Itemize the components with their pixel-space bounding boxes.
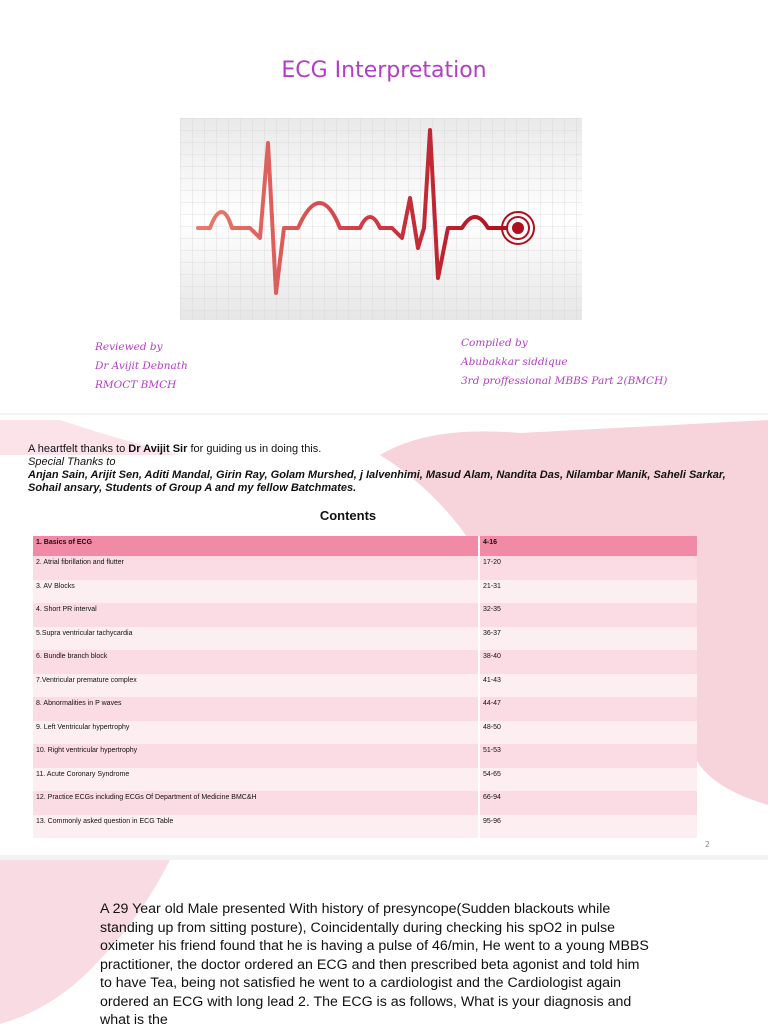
- toc-topic: 5.Supra ventricular tachycardia: [33, 627, 479, 651]
- toc-pages: 4-16: [479, 536, 697, 556]
- thanks-names: Anjan Sain, Arijit Sen, Aditi Mandal, Girin Ray, Golam Murshed, j Ialvenhimi, Masud Alam, Nandita Das, Nilambar Manik, Saheli Sarkar, Sohail ansary, Students of Group A and my fellow Batchmates.: [28, 469, 726, 494]
- toc-pages: 17-20: [479, 556, 697, 580]
- special-thanks-label: Special Thanks to: [28, 456, 116, 468]
- compiled-label: Compiled by: [461, 337, 528, 349]
- toc-pages: 95-96: [479, 815, 697, 839]
- table-row: [33, 650, 697, 674]
- document-title: ECG Interpretation: [281, 58, 487, 83]
- toc-topic: 2. Atrial fibrillation and flutter: [33, 556, 479, 580]
- toc-pages: 32-35: [479, 603, 697, 627]
- table-row: [33, 674, 697, 698]
- page-number: 2: [704, 840, 710, 849]
- ecg-illustration: [180, 118, 582, 320]
- toc-topic: 12. Practice ECGs including ECGs Of Department of Medicine BMC&H: [33, 791, 479, 815]
- table-row: [33, 556, 697, 580]
- toc-topic: 6. Bundle branch block: [33, 650, 479, 674]
- toc-pages: 41-43: [479, 674, 697, 698]
- case-description: A 29 Year old Male presented With history of presyncope(Sudden blackouts while standing up from sitting posture), Coincidentally during checking his spO2 in pulse oximeter his friend found that he is having a pulse of 46/min, He went to a young MBBS practitioner, the doctor ordered an ECG and then prescribed beta agonist and told him to have Tea, being not satisfied he went to a cardiologist and the Cardiologist again ordered an ECG with long lead 2. The ECG is as follows, What is your diagnosis and what is the: [100, 901, 649, 1028]
- reviewed-by-block: [95, 338, 188, 395]
- toc-topic: 4. Short PR interval: [33, 603, 479, 627]
- table-row: [33, 768, 697, 792]
- thanks-line: A heartfelt thanks to Dr Avijit Sir for guiding us in doing this.: [28, 443, 322, 455]
- toc-pages: 38-40: [479, 650, 697, 674]
- table-row: [33, 603, 697, 627]
- table-row: [33, 721, 697, 745]
- toc-pages: 21-31: [479, 580, 697, 604]
- toc-topic: 1. Basics of ECG: [33, 536, 479, 556]
- acknowledgement: [28, 443, 728, 495]
- table-row: [33, 536, 697, 556]
- reviewer-name: Dr Avijit Debnath: [95, 360, 188, 372]
- case-page: [0, 860, 768, 1028]
- table-row: [33, 744, 697, 768]
- toc-topic: 8. Abnormalities in P waves: [33, 697, 479, 721]
- compiled-by-block: [461, 334, 667, 391]
- toc-pages: 44-47: [479, 697, 697, 721]
- toc-topic: 9. Left Ventricular hypertrophy: [33, 721, 479, 745]
- toc-topic: 3. AV Blocks: [33, 580, 479, 604]
- toc-topic: 13. Commonly asked question in ECG Table: [33, 815, 479, 839]
- mentor-name: Dr Avijit Sir: [128, 443, 188, 455]
- compiler-designation: 3rd proffessional MBBS Part 2(BMCH): [461, 375, 668, 387]
- table-row: [33, 791, 697, 815]
- contents-page: [0, 415, 768, 855]
- table-row: [33, 815, 697, 839]
- toc-topic: 10. Right ventricular hypertrophy: [33, 744, 479, 768]
- toc-pages: 54-65: [479, 768, 697, 792]
- table-row: [33, 697, 697, 721]
- cover-page: [0, 0, 768, 415]
- reviewed-label: Reviewed by: [95, 341, 163, 353]
- toc-topic: 7.Ventricular premature complex: [33, 674, 479, 698]
- toc-pages: 48-50: [479, 721, 697, 745]
- reviewer-designation: RMOCT BMCH: [95, 379, 177, 391]
- toc-pages: 51-53: [479, 744, 697, 768]
- toc-pages: 36-37: [479, 627, 697, 651]
- contents-heading: Contents: [319, 508, 377, 523]
- table-row: [33, 580, 697, 604]
- toc-pages: 66-94: [479, 791, 697, 815]
- contents-table: [33, 536, 697, 838]
- compiler-name: Abubakkar siddique: [461, 356, 568, 368]
- target-icon: [502, 212, 534, 244]
- toc-topic: 11. Acute Coronary Syndrome: [33, 768, 479, 792]
- table-row: [33, 627, 697, 651]
